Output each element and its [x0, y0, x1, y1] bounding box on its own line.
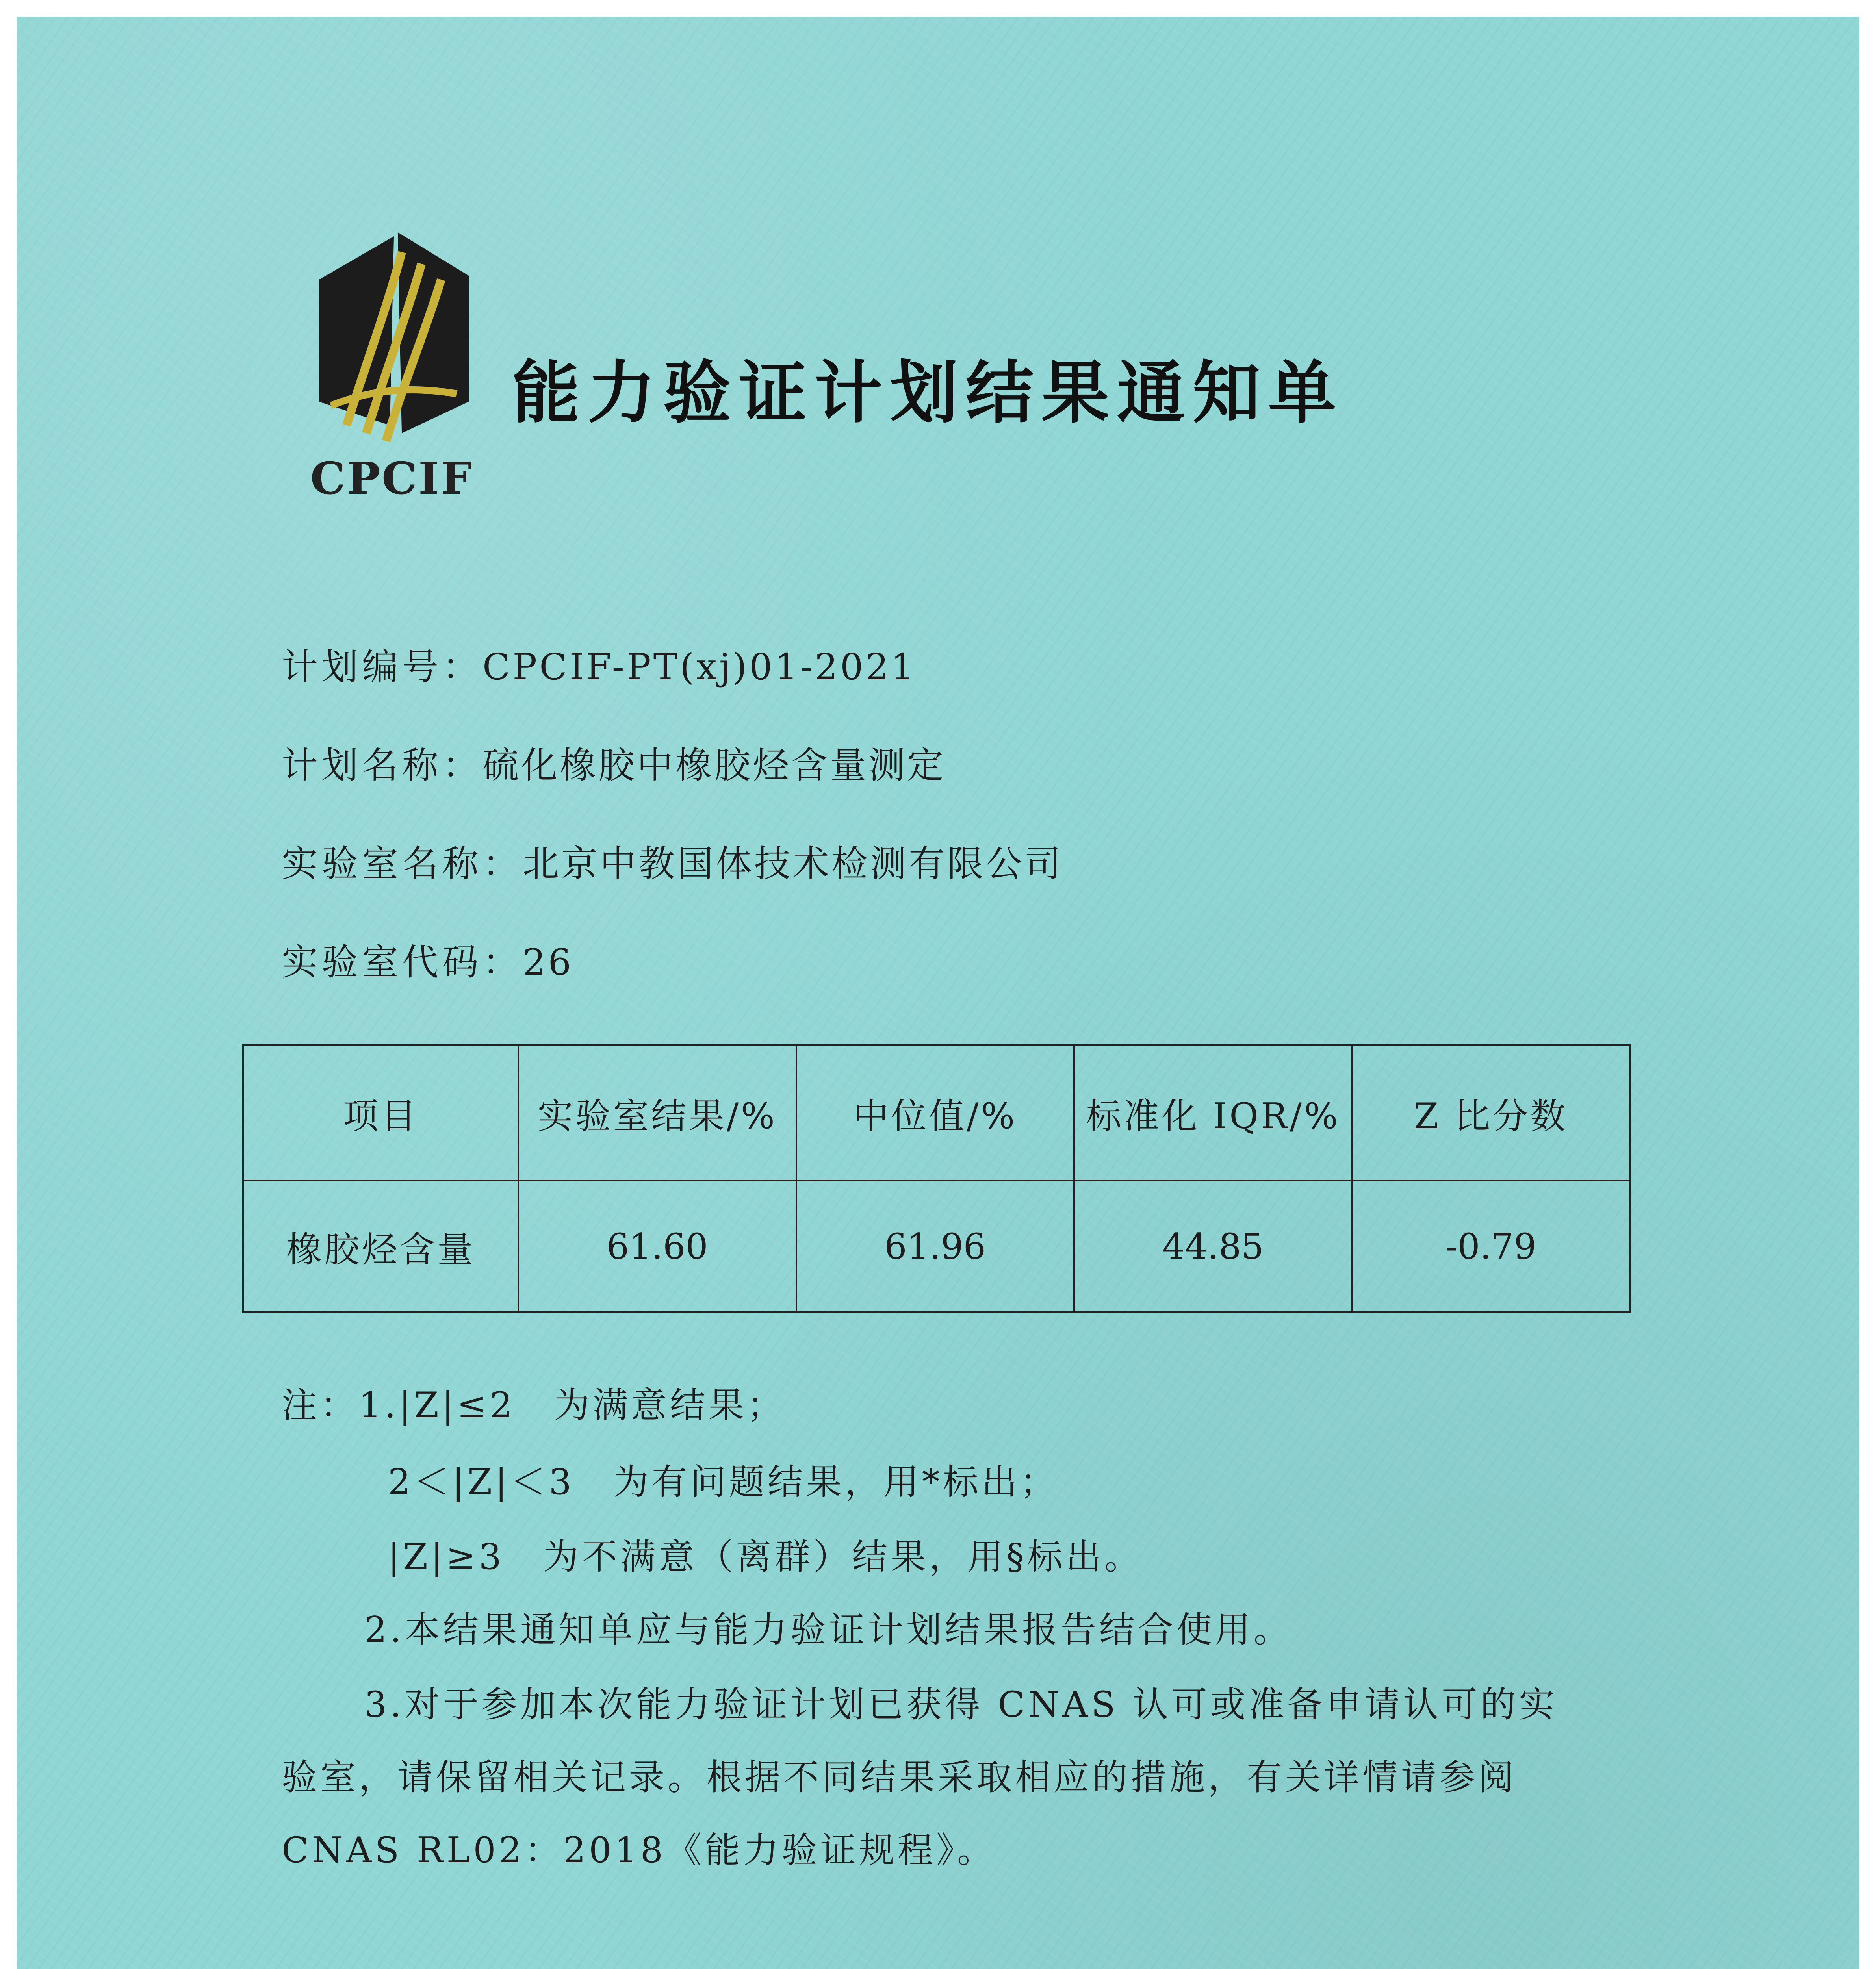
table-header-cell: 中位值/%	[796, 1045, 1074, 1181]
table-header-cell: 标准化 IQR/%	[1074, 1045, 1352, 1181]
plan-name-value: 硫化橡胶中橡胶烃含量测定	[482, 744, 946, 786]
note-1: 注：1.|Z|≤2 为满意结果；	[282, 1385, 786, 1426]
results-table	[242, 1044, 1631, 1313]
table-cell: 橡胶烃含量	[243, 1181, 518, 1312]
table-header-cell: Z 比分数	[1352, 1045, 1630, 1181]
note-3-line-1: 3.对于参加本次能力验证计划已获得 CNAS 认可或准备申请认可的实	[364, 1684, 1558, 1725]
plan-name-label: 计划名称：	[282, 744, 483, 786]
lab-code-label: 实验室代码：	[282, 941, 523, 983]
note-1b: 2＜|Z|＜3 为有问题结果，用*标出；	[388, 1461, 1059, 1503]
table-header-row	[243, 1045, 1630, 1181]
lab-code-value: 26	[523, 941, 574, 983]
lab-name-value: 北京中教国体技术检测有限公司	[523, 843, 1063, 885]
table-cell: 44.85	[1074, 1181, 1352, 1312]
note-3-line-3: CNAS RL02：2018《能力验证规程》。	[282, 1830, 996, 1871]
note-2: 2.本结果通知单应与能力验证计划结果报告结合使用。	[364, 1609, 1292, 1650]
page-title: 能力验证计划结果通知单	[512, 352, 1344, 432]
plan-number-label: 计划编号：	[282, 646, 483, 688]
note-1c: |Z|≥3 为不满意（离群）结果，用§标出。	[388, 1536, 1143, 1578]
plan-number-value: CPCIF-PT(xj)01-2021	[482, 646, 917, 688]
lab-name-label: 实验室名称：	[282, 843, 523, 885]
note-3-line-2: 验室，请保留相关记录。根据不同结果采取相应的措施，有关详情请参阅	[282, 1757, 1517, 1798]
table-row	[243, 1181, 1630, 1312]
table-cell: 61.60	[518, 1181, 796, 1312]
plan-name-row	[282, 736, 946, 788]
table-header-cell: 实验室结果/%	[518, 1045, 796, 1181]
plan-number-row	[282, 638, 917, 690]
table-cell: -0.79	[1352, 1181, 1630, 1312]
table-header-cell: 项目	[243, 1045, 518, 1181]
table-cell: 61.96	[796, 1181, 1074, 1312]
lab-name-row	[282, 835, 1063, 887]
lab-code-row	[282, 933, 573, 985]
logo-text: CPCIF	[310, 453, 474, 504]
